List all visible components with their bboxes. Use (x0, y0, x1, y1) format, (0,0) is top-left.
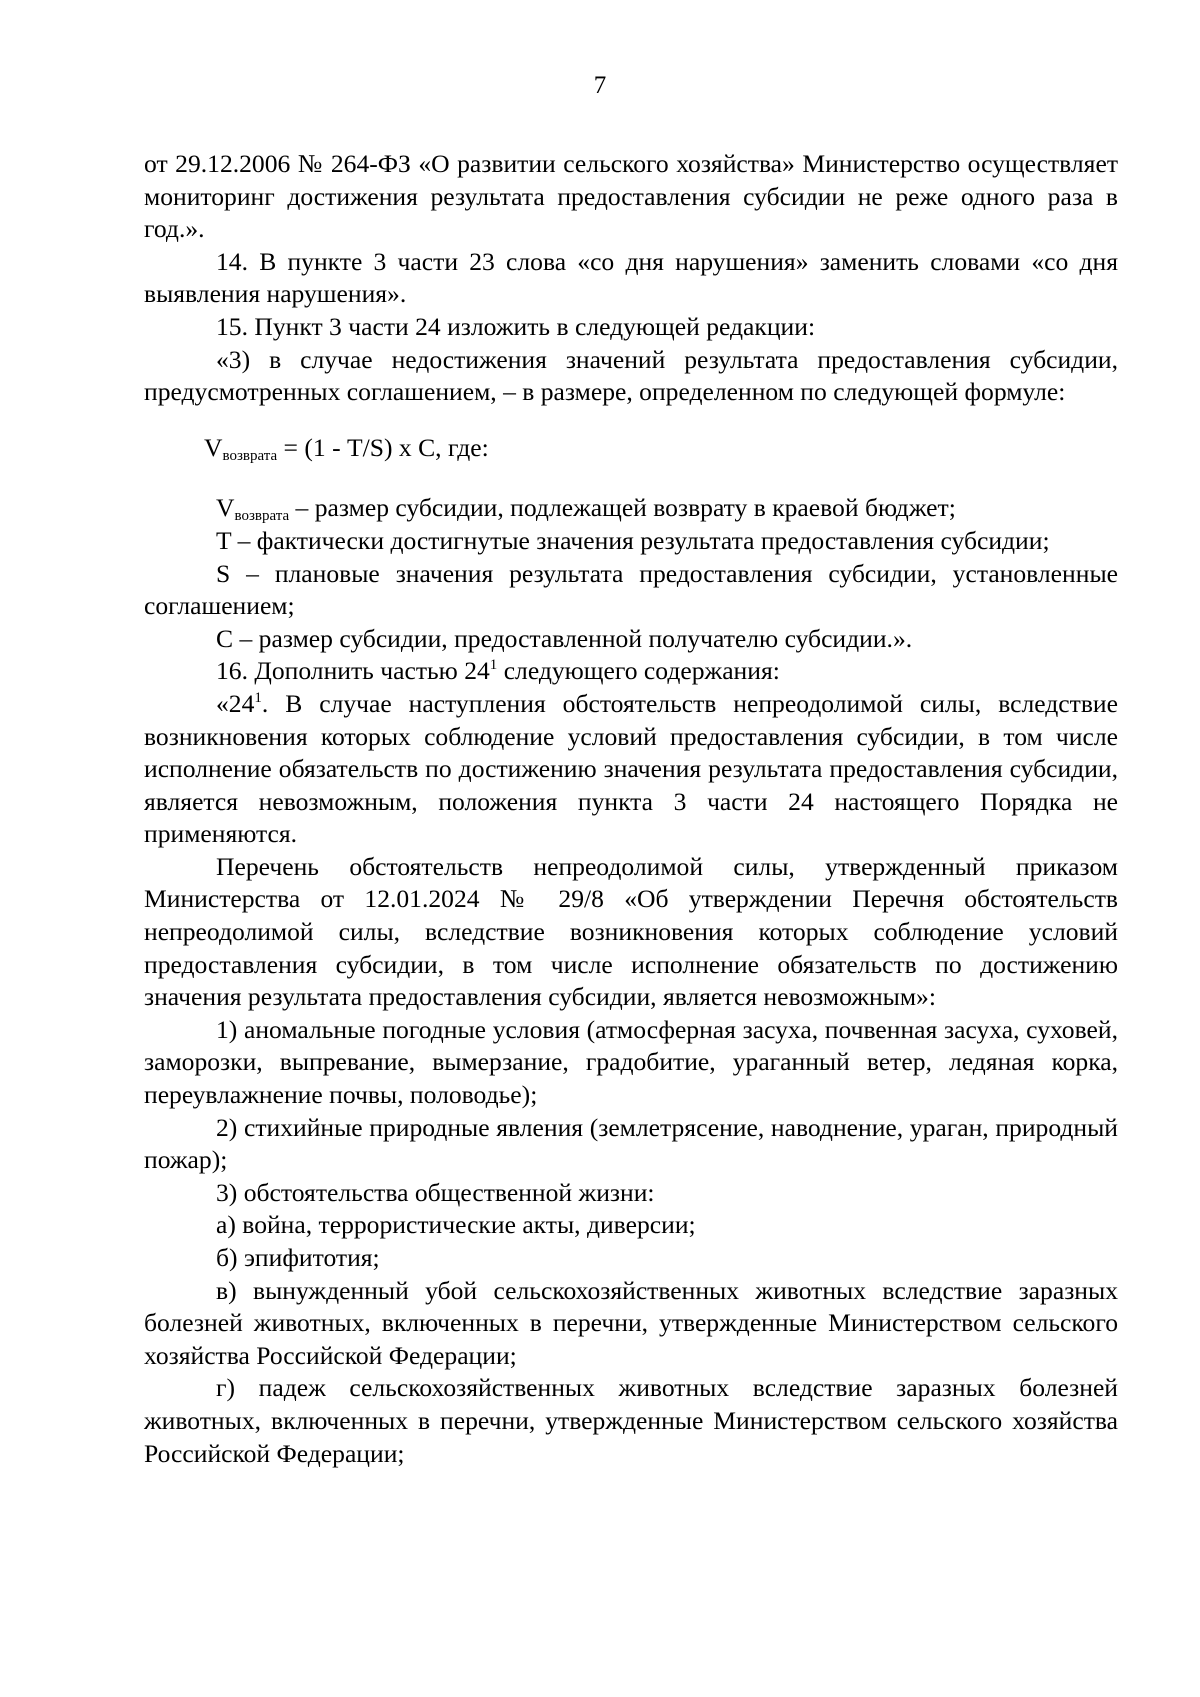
definition-v (144, 492, 1118, 525)
definition-v-text: – размер субсидии, подлежащей возврату в краевой бюджет; (289, 493, 956, 523)
item-16-superscript: 1 (489, 657, 498, 674)
formula-subscript: возврата (222, 447, 278, 464)
list-item-g: г) падеж сельскохозяйственных животных вследствие заразных болезней животных, включенных в перечни, утвержденные Министерством сельского хозяйства Российской Федерации; (144, 1373, 1118, 1468)
document-body (144, 148, 1118, 1470)
list-item-1: 1) аномальные погодные условия (атмосферная засуха, почвенная засуха, суховей, заморозки, выпревание, вымерзание, градобитие, ураганный ветер, ледяная корка, переувлажнение почвы, половодье); (144, 1014, 1118, 1110)
paragraph-part-24-1 (144, 688, 1118, 851)
definition-s: S – плановые значения результата предоставления субсидии, установленные соглашением; (144, 558, 1118, 621)
part-24-1-superscript: 1 (254, 689, 262, 706)
paragraph-subitem-3: «3) в случае недостижения значений результата предоставления субсидии, предусмотренных соглашением, – в размере, определенном по следующей формуле: (144, 344, 1118, 407)
definition-v-letter: V (216, 493, 235, 523)
list-item-2: 2) стихийные природные явления (землетрясение, наводнение, ураган, природный пожар); (144, 1112, 1118, 1175)
definition-v-subscript: возврата (234, 508, 290, 525)
paragraph-force-majeure-list-intro: Перечень обстоятельств непреодолимой силы, утвержденный приказом Министерства от 12.01.2024 № 29/8 «Об утверждении Перечня обстоятельств непреодолимой силы, вследствие возникновения которых соблюдение условий предоставления субсидии, в том числе исполнение обязательств по достижению значения результата предоставления субсидии, является невозможным»: (144, 851, 1118, 1012)
list-item-a: а) война, террористические акты, диверсии; (216, 1210, 696, 1240)
list-item-b: б) эпифитотия; (216, 1243, 380, 1272)
list-item-3: 3) обстоятельства общественной жизни: (216, 1177, 655, 1207)
item-16-text-a: 16. Дополнить частью 24 (216, 656, 490, 686)
paragraph-item-16 (144, 655, 1118, 688)
item-16-text-b: следующего содержания: (497, 656, 780, 686)
definition-c: C – размер субсидии, предоставленной получателю субсидии.». (216, 623, 913, 653)
paragraph-item-14: 14. В пункте 3 части 23 слова «со дня нарушения» заменить словами «со дня выявления нарушения». (144, 246, 1118, 309)
paragraph-item-15: 15. Пункт 3 части 24 изложить в следующей редакции: (216, 311, 816, 341)
part-24-1-text-b: . В случае наступления обстоятельств непреодолимой силы, вследствие возникновения которых соблюдение условий предоставления субсидии, в том числе исполнение обязательств по достижению значения результата предоставления субсидии, является невозможным, положения пункта 3 части 24 настоящего Порядка не применяются. (144, 688, 1118, 849)
page-number: 7 (593, 72, 607, 99)
paragraph-continuation: от 29.12.2006 № 264-ФЗ «О развитии сельского хозяйства» Министерство осуществляет мониторинг достижения результата предоставления субсидии не реже одного раза в год.». (144, 149, 1118, 244)
part-24-1-text-a: «24 (216, 688, 255, 718)
formula-variable: V (204, 432, 223, 462)
definition-t: T – фактически достигнутые значения результата предоставления субсидии; (216, 525, 1050, 555)
formula-expression: = (1 - T/S) x C, где: (277, 432, 489, 462)
formula (144, 432, 1118, 465)
list-item-v: в) вынужденный убой сельскохозяйственных животных вследствие заразных болезней животных, включенных в перечни, утвержденные Министерством сельского хозяйства Российской Федерации; (144, 1275, 1118, 1370)
